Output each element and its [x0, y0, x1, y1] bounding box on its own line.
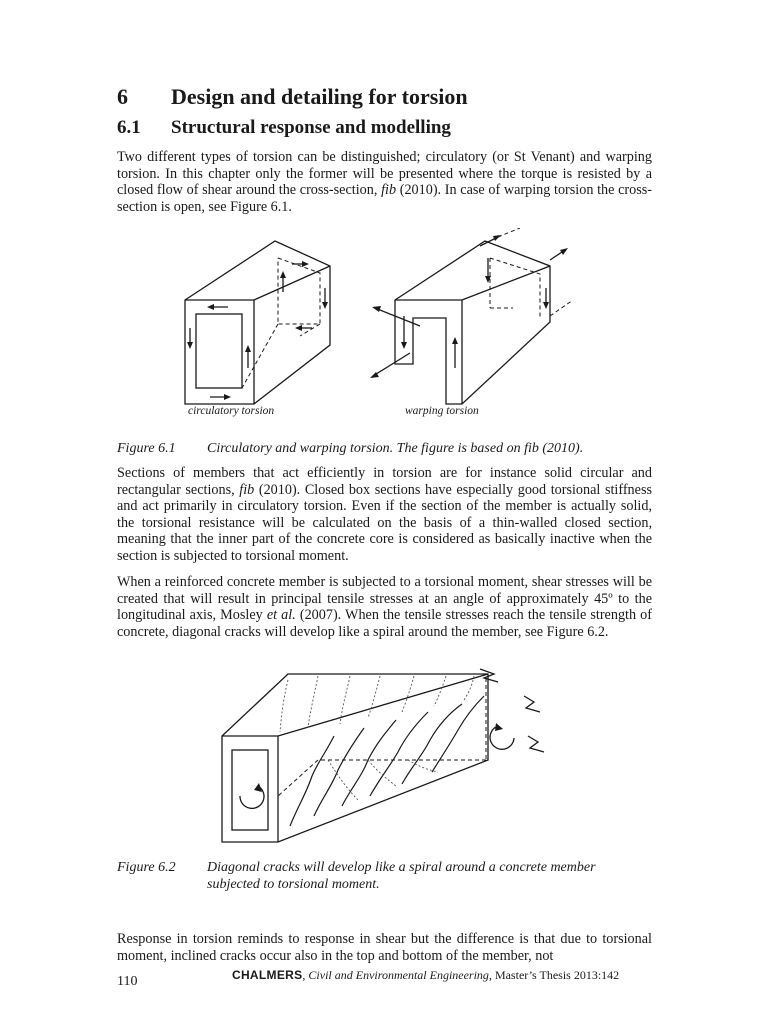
- paragraph-2-text-b: fib: [239, 481, 255, 498]
- figure-6-2-drawing: [218, 666, 548, 846]
- page-number: 110: [117, 974, 138, 989]
- section-title: Structural response and modelling: [171, 117, 451, 138]
- footer-thesis: , Master’s Thesis 2013:142: [488, 968, 620, 982]
- figure-6-1-drawing: [180, 228, 580, 406]
- footer: [232, 968, 619, 983]
- figure-6-2-caption-line2: subjected to torsional moment.: [207, 876, 380, 892]
- paragraph-3-text-c: (2007). When the tensile stresses reach the tensile strength of concrete, diagonal cracks will develop like a spiral around the member, see Figure 6.2.: [117, 607, 652, 640]
- paragraph-3: [117, 574, 652, 640]
- figure-6-1-label: Figure 6.1: [117, 441, 176, 456]
- paragraph-1-text-a: Two different types of torsion can be distinguished; circulatory (or St Venant) and warping torsion. In this chapter only the former will be presented where the torque is resisted by a closed flow of shear around the cross-section,: [117, 149, 652, 199]
- footer-separator: ,: [302, 968, 309, 982]
- figure-6-1-caption-text: Circulatory and warping torsion. The figure is based on fib (2010).: [207, 441, 584, 456]
- section-number: 6.1: [117, 117, 141, 138]
- paragraph-1: [117, 149, 652, 215]
- paragraph-4: Response in torsion reminds to response in shear but the difference is that due to torsional moment, inclined cracks occur also in the top and bottom of the member, not: [117, 931, 652, 964]
- figure-6-1-sublabel-right: warping torsion: [405, 405, 479, 417]
- figure-6-1-sublabel-left: circulatory torsion: [188, 405, 275, 417]
- chapter-number: 6: [117, 84, 128, 109]
- chapter-title: Design and detailing for torsion: [171, 84, 468, 109]
- paragraph-2-text-a: Sections of members that act efficiently in torsion are for instance solid circular and rectangular sections,: [117, 465, 652, 498]
- paragraph-2-text-c: (2010). Closed box sections have especially good torsional stiffness and act primarily in circulatory torsion. Even if the section of the member is actually solid, the torsional resistance will be calculated on the basis of a thin-walled closed section, meaning that the inner part of the concrete core is considered as basically inactive when the section is subjected to torsional moment.: [117, 481, 652, 564]
- closed-box-section: [185, 241, 330, 404]
- open-channel-section: [370, 228, 573, 404]
- figure-6-2-label: Figure 6.2: [117, 860, 176, 875]
- footer-department: Civil and Environmental Engineering: [308, 968, 489, 982]
- paragraph-3-text-b: et al.: [266, 607, 296, 624]
- figure-6-1-caption: [117, 441, 652, 458]
- figure-6-2-caption-line1: Diagonal cracks will develop like a spiral around a concrete member: [207, 860, 596, 875]
- paragraph-1-text-c: (2010). In case of warping torsion the cross-section is open, see Figure 6.1.: [117, 182, 652, 215]
- paragraph-3-text-a: When a reinforced concrete member is subjected to a torsional moment, shear stresses will be created that will result in principal tensile stresses at an angle of approximately 45º to the longitudinal axis, Mosley: [117, 574, 652, 624]
- figure-6-2-caption: [117, 860, 652, 893]
- footer-brand: CHALMERS: [232, 968, 303, 982]
- chapter-heading: [117, 84, 468, 110]
- paragraph-2: [117, 465, 652, 565]
- section-heading: [117, 117, 451, 139]
- paragraph-1-text-b: fib: [381, 182, 397, 199]
